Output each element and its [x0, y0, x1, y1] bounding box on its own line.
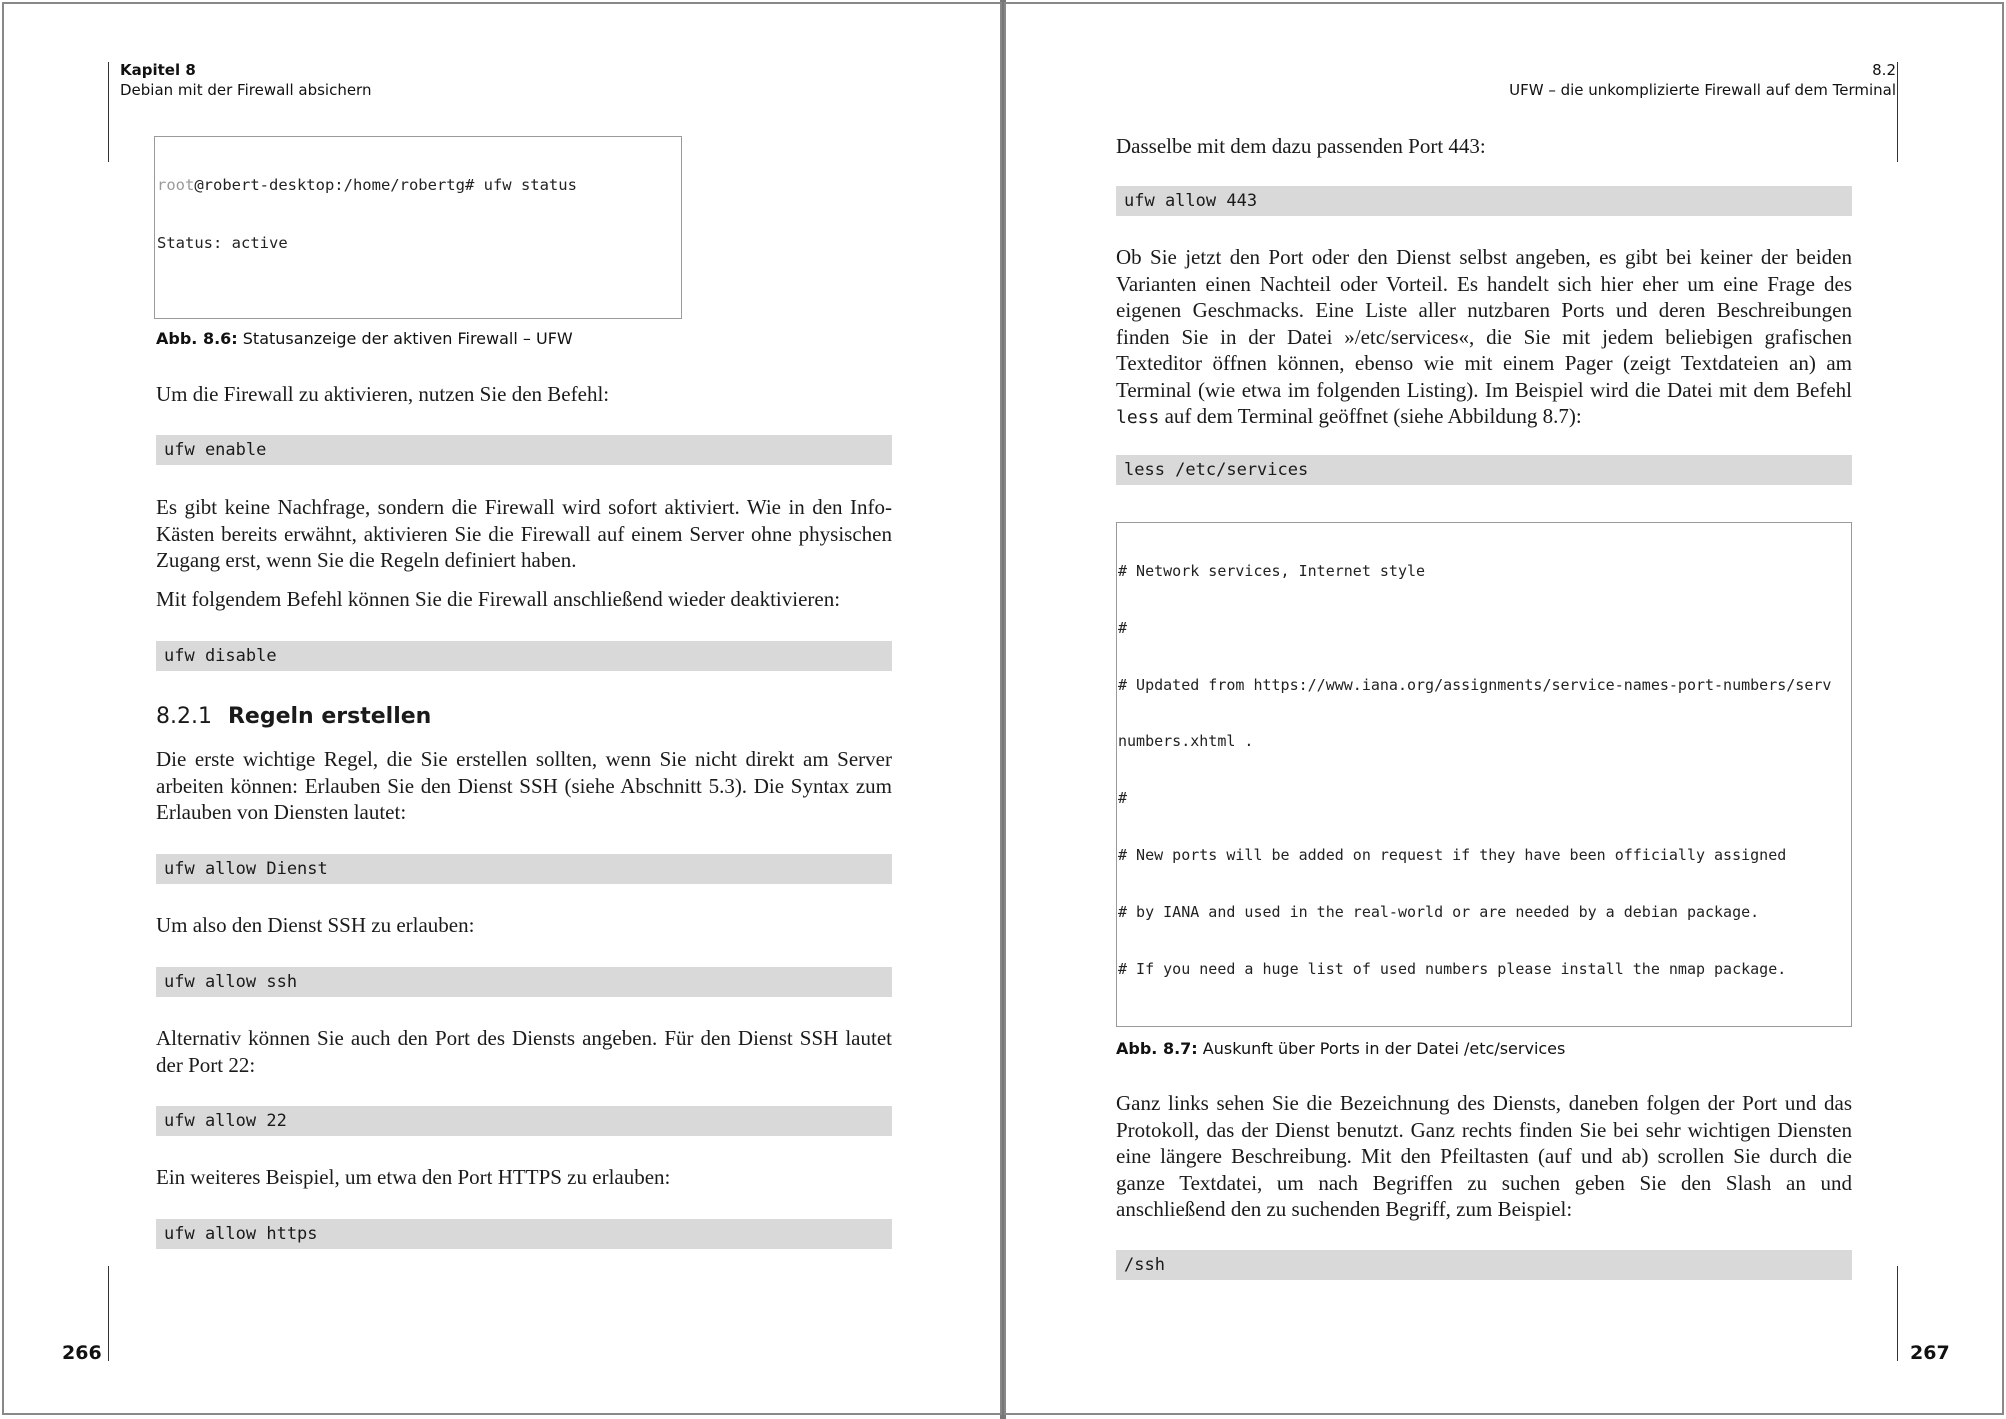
code-block: /ssh — [1116, 1250, 1852, 1280]
right-page — [1004, 2, 2004, 1415]
caption-text: Statusanzeige der aktiven Firewall – UFW — [237, 329, 573, 348]
blank-line — [157, 291, 679, 311]
code-block: ufw allow ssh — [156, 967, 892, 997]
code-block: ufw allow 22 — [156, 1106, 892, 1136]
comment-line: # — [1118, 789, 1128, 808]
paragraph: Um also den Dienst SSH zu erlauben: — [156, 913, 475, 937]
prompt-command: @robert-desktop:/home/robertg# ufw status — [194, 176, 577, 194]
page-number: 267 — [1910, 1342, 1950, 1364]
paragraph: Alternativ können Sie auch den Port des Diensts angeben. Für den Dienst SSH lautet der Port 22: — [156, 1026, 892, 1077]
code-block: ufw disable — [156, 641, 892, 671]
prompt-user: root — [157, 176, 195, 194]
section-heading — [156, 704, 431, 729]
inline-code: less — [1116, 407, 1160, 428]
blank-line — [1118, 1016, 1850, 1027]
comment-line: # If you need a huge list of used numbers please install the nmap package. — [1118, 959, 1787, 978]
comment-line: # New ports will be added on request if they have been officially assigned — [1118, 845, 1787, 864]
comment-line: # Updated from https://www.iana.org/assignments/service-names-port-numbers/serv — [1118, 675, 1832, 694]
figure-caption — [156, 329, 573, 348]
comment-line: # — [1118, 618, 1128, 637]
running-header — [120, 60, 371, 100]
code-block: ufw enable — [156, 435, 892, 465]
footer-rule — [108, 1266, 109, 1361]
page-number: 266 — [62, 1342, 102, 1364]
comment-line: # Network services, Internet style — [1118, 562, 1426, 580]
code-block: ufw allow 443 — [1116, 186, 1852, 216]
status-line: Status: active — [157, 233, 288, 252]
paragraph: Die erste wichtige Regel, die Sie erstellen sollten, wenn Sie nicht direkt am Server arbeiten können: Erlauben Sie den Dienst SSH (siehe Abschnitt 5.3). Die Syntax zum Erlauben von Diensten lautet: — [156, 747, 892, 824]
paragraph: Ein weiteres Beispiel, um etwa den Port HTTPS zu erlauben: — [156, 1165, 671, 1189]
paragraph — [1116, 244, 1852, 432]
paragraph-text: Ob Sie jetzt den Port oder den Dienst selbst angeben, es gibt bei keiner der beiden Varianten einen Nachteil oder Vorteil. Es handelt sich hier eher um eine Frage des eigenen Geschmacks. Eine Liste aller nutzbaren Ports und deren Beschreibungen finden Sie in der Datei »/etc/services«, die Sie mit jedem beliebigen grafischen Texteditor öffnen können, ebenso wie mit einem Pager (zeigt Textdateien an) am Terminal (wie etwa im folgenden Listing). Im Beispiel wird die Datei mit dem Befehl — [1116, 245, 1852, 402]
paragraph: Um die Firewall zu aktivieren, nutzen Sie den Befehl: — [156, 382, 610, 406]
header-rule — [1897, 62, 1898, 162]
paragraph: Dasselbe mit dem dazu passenden Port 443: — [1116, 134, 1486, 158]
comment-line: numbers.xhtml . — [1118, 732, 1254, 751]
footer-rule — [1897, 1266, 1898, 1361]
code-block: less /etc/services — [1116, 455, 1852, 485]
caption-text: Auskunft über Ports in der Datei /etc/services — [1197, 1039, 1566, 1058]
figure-caption — [1116, 1039, 1565, 1058]
etc-services-terminal — [1116, 522, 1852, 1027]
code-block: ufw allow Dienst — [156, 854, 892, 884]
chapter-title: Debian mit der Firewall absichern — [120, 81, 372, 99]
paragraph: Mit folgendem Befehl können Sie die Firewall anschließend wieder deaktivieren: — [156, 587, 841, 611]
section-title: UFW – die unkomplizierte Firewall auf dem Terminal — [1509, 81, 1896, 99]
ufw-status-terminal — [154, 136, 682, 319]
comment-line: # by IANA and used in the real-world or are needed by a debian package. — [1118, 902, 1760, 921]
chapter-label: Kapitel 8 — [120, 61, 196, 79]
section-number: 8.2.1 — [156, 704, 212, 729]
terminal-prompt-line — [157, 176, 679, 196]
code-block: ufw allow https — [156, 1219, 892, 1249]
caption-label: Abb. 8.7: — [1116, 1039, 1198, 1058]
header-rule — [108, 62, 109, 162]
left-page — [2, 2, 1002, 1415]
running-header — [1509, 60, 1896, 100]
paragraph: Ganz links sehen Sie die Bezeichnung des Diensts, daneben folgen der Port und das Protokoll, das der Dienst benutzt. Ganz rechts finden Sie bei sehr wichtigen Diensten eine längere Beschreibung. Mit den Pfeiltasten (auf und ab) scrollen Sie durch die ganze Textdatei, um nach Begriffen zu suchen geben Sie den Slash an und anschließend den zu suchenden Begriff, zum Beispiel: — [1116, 1091, 1852, 1221]
paragraph: Es gibt keine Nachfrage, sondern die Firewall wird sofort aktiviert. Wie in den Info-Kästen bereits erwähnt, aktivieren Sie die Firewall auf einem Server ohne physischen Zugang erst, wenn Sie die Regeln definiert haben. — [156, 495, 892, 572]
section-title: Regeln erstellen — [227, 704, 432, 729]
caption-label: Abb. 8.6: — [156, 329, 238, 348]
section-number: 8.2 — [1872, 61, 1896, 79]
paragraph-text: auf dem Terminal geöffnet (siehe Abbildung 8.7): — [1159, 404, 1582, 428]
